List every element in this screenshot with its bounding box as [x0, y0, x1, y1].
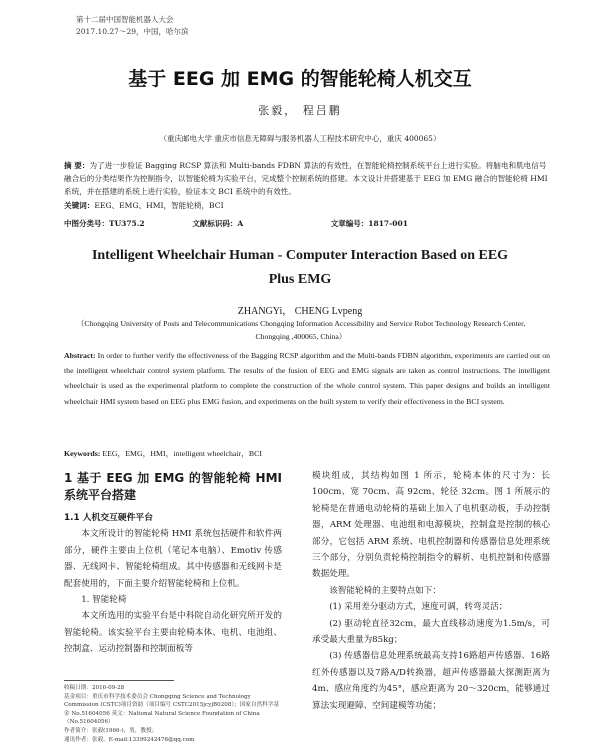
- feature-item-2: (2) 驱动轮直径32cm，最大直线移动速度为1.5m/s，可承受最大重量为85kg；: [312, 618, 550, 646]
- section-1-1-heading: 1.1 人机交互硬件平台: [64, 513, 154, 523]
- authors-cn: 张毅， 程吕鹏: [258, 104, 342, 117]
- right-col-para-1: 模块组成，其结构如图 1 所示，轮椅本体的尺寸为：长 100cm、宽 70cm、高 92cm、轮径 32cm。图 1 所展示的轮椅是在普通电动轮椅的基础上加入了电机驱动板，手动控制器，ARM 处理器、电池组和电源模块，控制盒是控制的核心部分，它包括 ARM 系统、电机控制器和传感器信息处理系统三个部分，分别负责轮椅控制指令的解析、电机控制和传感器数据处理。: [312, 471, 550, 580]
- keywords-en-label: Keywords:: [64, 449, 101, 458]
- keywords-cn-text: EEG、EMG、HMI，智能轮椅，BCI: [94, 200, 224, 210]
- list-item-wheelchair: 1. 智能轮椅: [81, 595, 127, 606]
- clc-value: TU375.2: [109, 219, 145, 228]
- affiliation-en: （Chongqing University of Posts and Telecommunications Chongqing Information Accessibility and Service Robot Technology Research Center, Chongqing ,400065, China）: [76, 319, 526, 341]
- feature-item-1: (1) 采用差分驱动方式，速度可调，转弯灵活；: [329, 602, 508, 613]
- doc-value: A: [237, 219, 244, 228]
- article-number: [331, 218, 408, 229]
- footnote-corresponding: 通讯作者：张毅，E-mail:13399242476@qq.com: [64, 736, 195, 743]
- keywords-en-text: EEG，EMG，HMI，intelligent wheelchair，BCI: [102, 449, 262, 458]
- clc-number: [64, 218, 190, 229]
- conference-date-place: 2017.10.27～29，中国，哈尔滨: [76, 27, 189, 36]
- section-1-1-para: 本文所设计的智能轮椅 HMI 系统包括硬件和软件两部分，硬件主要由上位机（笔记本电脑）、Emotiv 传感器、无线网卡、智能轮椅组成。其中传感器和无线网卡是配套使用的，下面主要介绍智能轮椅和上位机。: [64, 529, 282, 589]
- affiliation-cn: （重庆邮电大学 重庆市信息无障碍与服务机器人工程技术研究中心，重庆 400065）: [159, 134, 441, 143]
- authors-en: ZHANGYi， CHENG Lvpeng: [237, 306, 363, 317]
- footnote-author-bio: 作者简介：张毅(1966-)，男，教授；: [64, 727, 158, 734]
- abstract-en-label: Abstract:: [64, 351, 96, 360]
- footnote-received: 收稿日期：2016-09-28: [64, 685, 125, 691]
- footnote-funding: 基金项目：重庆市科学技术委员会 Chongqing Science and Technology Commission (CSTC)项目资助（项目编号 CSTC2015jcyjB0208）；国家自然科学基金 No.51604056 英文：National Natural Science Foundation of China（No.51604056）: [64, 693, 279, 726]
- keywords-cn: [64, 199, 552, 212]
- abstract-cn: [64, 159, 552, 212]
- clc-label: 中图分类号：: [64, 219, 109, 228]
- keywords-cn-label: 关键词：: [64, 200, 95, 210]
- doc-label: 文献标识码：: [192, 219, 238, 228]
- footnote: [64, 684, 282, 744]
- abstract-cn-text: 为了进一步验证 Bagging RCSP 算法和 Multi-bands FDBN 算法的有效性，在智能轮椅控制系统平台上进行实验。将脑电和肌电信号融合后的分类结果作为控制指令，以智能轮椅为实验平台，完成整个控制系统的搭建。本文设计并搭建基于 EEG 加 EMG 融合的智能轮椅 HMI 系统，并在搭建的系统上进行实验，验证本文 BCI 系统中的有效性。: [64, 161, 548, 197]
- conference-name: 第十二届中国智能机器人大会: [76, 15, 174, 24]
- abstract-en: [64, 348, 550, 409]
- keywords-en: [64, 448, 262, 459]
- art-value: 1817-001: [368, 219, 408, 228]
- left-column: [64, 468, 282, 658]
- section-1-heading: 1 基于 EEG 加 EMG 的智能轮椅 HMI 系统平台搭建: [64, 471, 282, 502]
- footnote-rule: [64, 680, 174, 681]
- art-label: 文章编号：: [330, 219, 369, 228]
- paper-title-cn: 基于 EEG 加 EMG 的智能轮椅人机交互: [128, 68, 472, 90]
- conference-header: [76, 14, 189, 38]
- classification-row: [64, 218, 408, 229]
- abstract-en-text: In order to further verify the effectiveness of the Bagging RCSP algorithm and the Multi-bands FDBN algorithm, experiments are carried out on the intelligent wheelchair control system platform. The results of the fusion of EEG and EMG signals are taken as control instructions. The intelligent wheelchair is used as the experimental platform to complete the construction of the whole control system. This paper designs and builds an intelligent wheelchair HMI system based on EEG plus EMG fusion, and experiments on the built system to verify their effectiveness in the BCI system.: [64, 351, 550, 406]
- abstract-cn-label: 摘 要：: [64, 161, 90, 170]
- paper-title-en: Intelligent Wheelchair Human - Computer Interaction Based on EEG Plus EMG: [91, 248, 509, 287]
- right-column: [312, 468, 550, 714]
- doc-code: [192, 218, 328, 229]
- section-1-1-para-2: 本文所选用的实验平台是中科院自动化研究所开发的智能轮椅。该实验平台主要由轮椅本体、电机、电池组、控制盒、运动控制器和控制面板等: [64, 611, 282, 655]
- feature-item-3: (3) 传感器信息处理系统最高支持16路超声传感器、16路红外传感器以及7路A/D转换器，超声传感器最大探测距离为4m、感应角度约为45°，感应距离为 20～320cm，能够通过算法实现避障、空间建模等功能；: [312, 651, 550, 711]
- right-col-para-2: 该智能轮椅的主要特点如下：: [329, 585, 441, 596]
